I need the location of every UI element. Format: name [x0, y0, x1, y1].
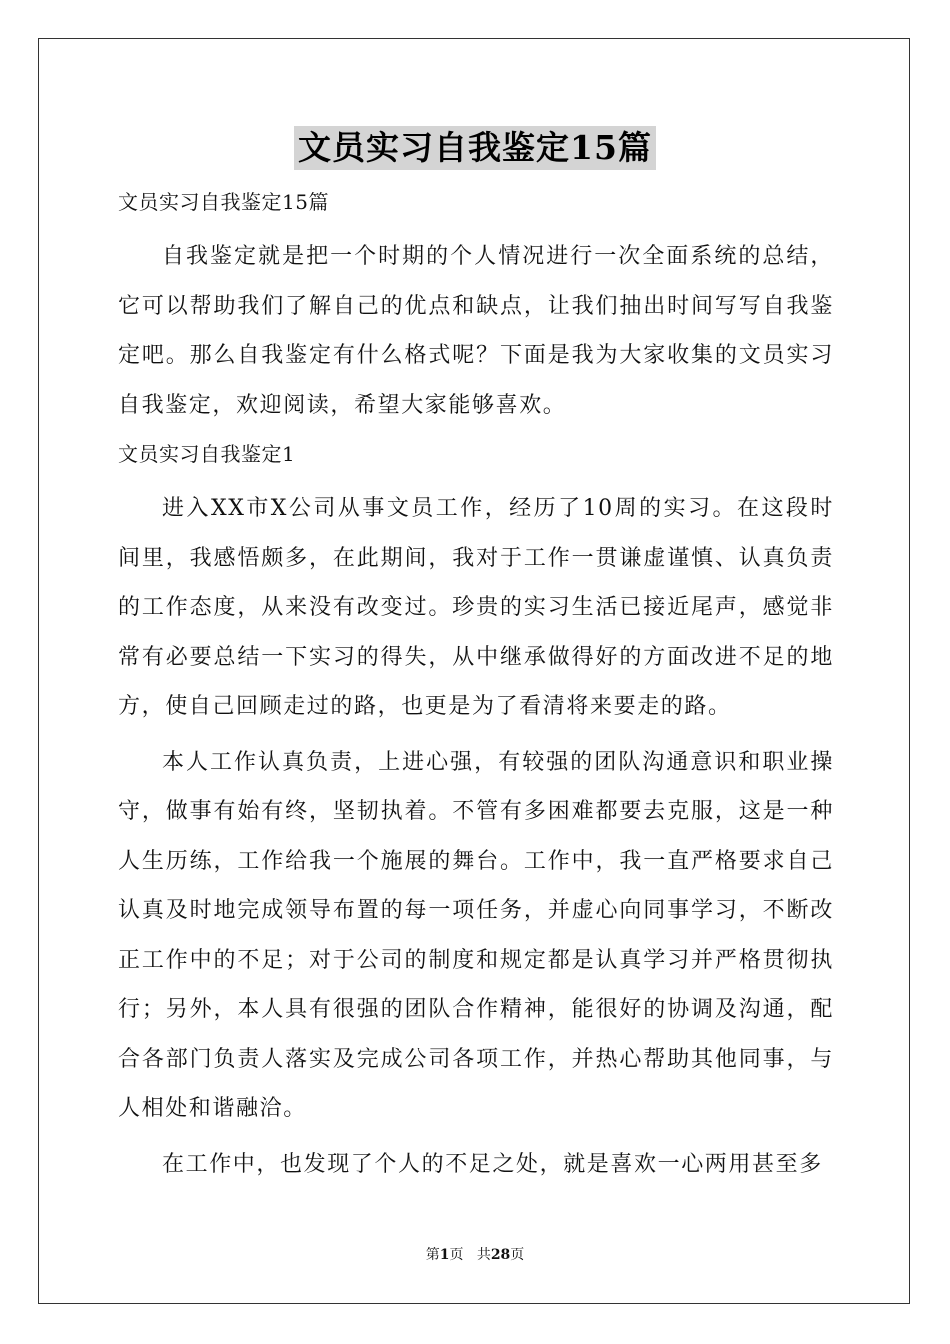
total-suffix: 页 — [510, 1247, 525, 1263]
page-suffix: 页 — [449, 1247, 464, 1263]
document-subtitle: 文员实习自我鉴定15篇 — [118, 190, 329, 214]
body-paragraph-3: 在工作中，也发现了个人的不足之处，就是喜欢一心两用甚至多 — [162, 1151, 823, 1177]
section-heading: 文员实习自我鉴定1 — [118, 442, 296, 466]
page-number: 1 — [439, 1247, 450, 1263]
document-body — [118, 178, 834, 1189]
total-pages: 28 — [490, 1247, 511, 1263]
body-paragraph-2: 本人工作认真负责，上进心强，有较强的团队沟通意识和职业操守，做事有始有终，坚韧执着。不管有多困难都要去克服，这是一种人生历练，工作给我一个施展的舞台。工作中，我一直严格要求自己认真及时地完成领导布置的每一项任务，并虚心向同事学习，不断改正工作中的不足；对于公司的制度和规定都是认真学习并严格贯彻执行；另外，本人具有很强的团队合作精神，能很好的协调及沟通，配合各部门负责人落实及完成公司各项工作，并热心帮助其他同事，与人相处和谐融洽。 — [118, 749, 834, 1121]
title-area — [0, 126, 950, 170]
total-prefix: 共 — [476, 1247, 491, 1263]
document-title: 文员实习自我鉴定15篇 — [294, 126, 656, 170]
body-paragraph-1: 进入XX市X公司从事文员工作，经历了10周的实习。在这段时间里，我感悟颇多，在此期间，我对于工作一贯谦虚谨慎、认真负责的工作态度，从来没有改变过。珍贵的实习生活已接近尾声，感觉非常有必要总结一下实习的得失，从中继承做得好的方面改进不足的地方，使自己回顾走过的路，也更是为了看清将来要走的路。 — [118, 496, 834, 719]
page-prefix: 第 — [425, 1247, 440, 1263]
intro-paragraph: 自我鉴定就是把一个时期的个人情况进行一次全面系统的总结，它可以帮助我们了解自己的优点和缺点，让我们抽出时间写写自我鉴定吧。那么自我鉴定有什么格式呢？下面是我为大家收集的文员实习自我鉴定，欢迎阅读，希望大家能够喜欢。 — [118, 244, 834, 418]
page-footer — [0, 1244, 950, 1264]
